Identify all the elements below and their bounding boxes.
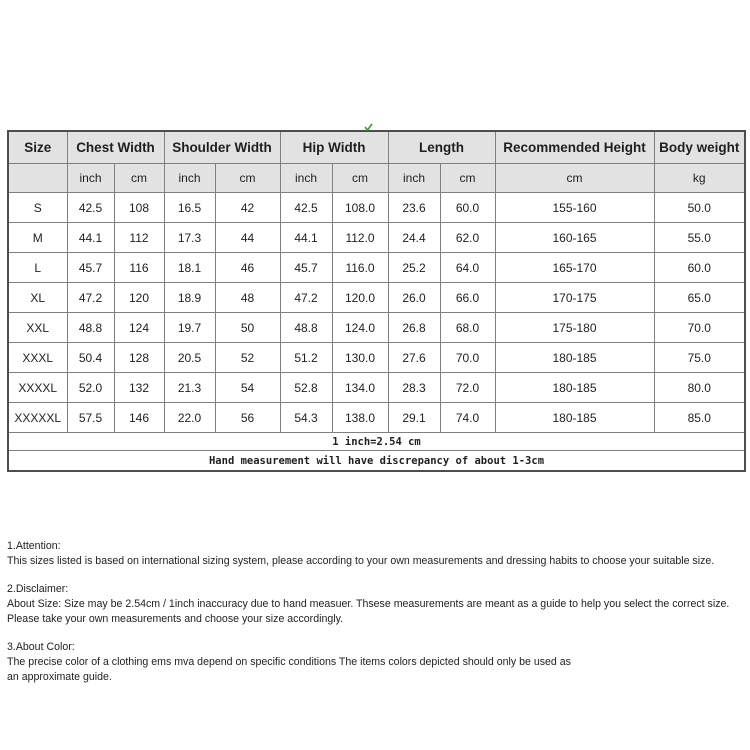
- value-cell: 85.0: [654, 403, 745, 433]
- unit-header-chest-inch: inch: [67, 164, 114, 193]
- value-cell: 66.0: [440, 283, 495, 313]
- unit-header-hip-inch: inch: [280, 164, 332, 193]
- table-row: [8, 343, 745, 373]
- value-cell: 68.0: [440, 313, 495, 343]
- size-label-cell: XXXL: [8, 343, 67, 373]
- table-row: [8, 373, 745, 403]
- unit-header-weight-kg: kg: [654, 164, 745, 193]
- size-rows: [8, 193, 745, 433]
- green-tick-artifact-icon: [364, 123, 373, 131]
- column-header-length: Length: [388, 131, 495, 164]
- value-cell: 155-160: [495, 193, 654, 223]
- size-label-cell: XXXXL: [8, 373, 67, 403]
- value-cell: 17.3: [164, 223, 215, 253]
- value-cell: 64.0: [440, 253, 495, 283]
- value-cell: 51.2: [280, 343, 332, 373]
- size-label-cell: M: [8, 223, 67, 253]
- unit-header-shoulder-inch: inch: [164, 164, 215, 193]
- table-row: [8, 403, 745, 433]
- size-label-cell: XL: [8, 283, 67, 313]
- column-header-body-weight: Body weight: [654, 131, 745, 164]
- value-cell: 42.5: [280, 193, 332, 223]
- value-cell: 44.1: [67, 223, 114, 253]
- table-row: [8, 223, 745, 253]
- value-cell: 165-170: [495, 253, 654, 283]
- column-header-shoulder-width: Shoulder Width: [164, 131, 280, 164]
- value-cell: 44.1: [280, 223, 332, 253]
- value-cell: 80.0: [654, 373, 745, 403]
- about-color-body-line-1: The precise color of a clothing ems mva depend on specific conditions The items colors depicted should only be used as: [7, 656, 571, 668]
- value-cell: 48.8: [67, 313, 114, 343]
- unit-header-empty: [8, 164, 67, 193]
- value-cell: 42.5: [67, 193, 114, 223]
- header-row-units: [8, 164, 745, 193]
- attention-title: 1.Attention:: [7, 540, 61, 552]
- value-cell: 18.9: [164, 283, 215, 313]
- value-cell: 112.0: [332, 223, 388, 253]
- value-cell: 29.1: [388, 403, 440, 433]
- value-cell: 46: [215, 253, 280, 283]
- column-header-chest-width: Chest Width: [67, 131, 164, 164]
- value-cell: 170-175: [495, 283, 654, 313]
- value-cell: 112: [114, 223, 164, 253]
- value-cell: 50.0: [654, 193, 745, 223]
- footnotes: [7, 539, 749, 698]
- value-cell: 180-185: [495, 403, 654, 433]
- unit-header-length-cm: cm: [440, 164, 495, 193]
- value-cell: 124: [114, 313, 164, 343]
- value-cell: 56: [215, 403, 280, 433]
- value-cell: 146: [114, 403, 164, 433]
- value-cell: 47.2: [67, 283, 114, 313]
- value-cell: 160-165: [495, 223, 654, 253]
- value-cell: 116: [114, 253, 164, 283]
- size-label-cell: XXL: [8, 313, 67, 343]
- value-cell: 25.2: [388, 253, 440, 283]
- value-cell: 175-180: [495, 313, 654, 343]
- value-cell: 44: [215, 223, 280, 253]
- value-cell: 72.0: [440, 373, 495, 403]
- value-cell: 52.8: [280, 373, 332, 403]
- value-cell: 45.7: [280, 253, 332, 283]
- value-cell: 45.7: [67, 253, 114, 283]
- about-color-title: 3.About Color:: [7, 641, 75, 653]
- value-cell: 108.0: [332, 193, 388, 223]
- value-cell: 18.1: [164, 253, 215, 283]
- value-cell: 26.8: [388, 313, 440, 343]
- value-cell: 138.0: [332, 403, 388, 433]
- value-cell: 65.0: [654, 283, 745, 313]
- value-cell: 52.0: [67, 373, 114, 403]
- value-cell: 54.3: [280, 403, 332, 433]
- table-row: [8, 193, 745, 223]
- about-color-body-line-2: an approximate guide.: [7, 671, 112, 683]
- disclaimer-title: 2.Disclaimer:: [7, 583, 69, 595]
- value-cell: 55.0: [654, 223, 745, 253]
- value-cell: 128: [114, 343, 164, 373]
- value-cell: 70.0: [440, 343, 495, 373]
- size-label-cell: L: [8, 253, 67, 283]
- attention-section: [7, 539, 749, 569]
- value-cell: 120: [114, 283, 164, 313]
- value-cell: 134.0: [332, 373, 388, 403]
- value-cell: 180-185: [495, 343, 654, 373]
- note-row-measurement-discrepancy: [8, 451, 745, 472]
- inch-conversion-note: 1 inch=2.54 cm: [8, 433, 745, 451]
- value-cell: 23.6: [388, 193, 440, 223]
- value-cell: 108: [114, 193, 164, 223]
- value-cell: 26.0: [388, 283, 440, 313]
- value-cell: 50.4: [67, 343, 114, 373]
- unit-header-shoulder-cm: cm: [215, 164, 280, 193]
- table-row: [8, 313, 745, 343]
- value-cell: 19.7: [164, 313, 215, 343]
- value-cell: 70.0: [654, 313, 745, 343]
- value-cell: 130.0: [332, 343, 388, 373]
- size-label-cell: XXXXXL: [8, 403, 67, 433]
- about-color-section: [7, 640, 749, 685]
- value-cell: 116.0: [332, 253, 388, 283]
- value-cell: 124.0: [332, 313, 388, 343]
- value-cell: 47.2: [280, 283, 332, 313]
- value-cell: 74.0: [440, 403, 495, 433]
- value-cell: 24.4: [388, 223, 440, 253]
- value-cell: 27.6: [388, 343, 440, 373]
- value-cell: 60.0: [440, 193, 495, 223]
- table-row: [8, 283, 745, 313]
- unit-header-hip-cm: cm: [332, 164, 388, 193]
- column-header-recommended-height: Recommended Height: [495, 131, 654, 164]
- value-cell: 48: [215, 283, 280, 313]
- value-cell: 75.0: [654, 343, 745, 373]
- table-row: [8, 253, 745, 283]
- value-cell: 22.0: [164, 403, 215, 433]
- disclaimer-body-line-2: Please take your own measurements and choose your size accordingly.: [7, 613, 344, 625]
- unit-header-chest-cm: cm: [114, 164, 164, 193]
- value-cell: 132: [114, 373, 164, 403]
- value-cell: 16.5: [164, 193, 215, 223]
- header-row-main: [8, 131, 745, 164]
- value-cell: 60.0: [654, 253, 745, 283]
- disclaimer-section: [7, 582, 749, 627]
- size-chart-table-container: [7, 130, 746, 472]
- value-cell: 180-185: [495, 373, 654, 403]
- disclaimer-body-line-1: About Size: Size may be 2.54cm / 1inch inaccuracy due to hand measuer. Thsese measurements are meant as a guide to help you select the correct size.: [7, 598, 730, 610]
- value-cell: 57.5: [67, 403, 114, 433]
- value-cell: 62.0: [440, 223, 495, 253]
- unit-header-height-cm: cm: [495, 164, 654, 193]
- value-cell: 28.3: [388, 373, 440, 403]
- attention-body-line: This sizes listed is based on international sizing system, please according to your own measurements and dressing habits to choose your suitable size.: [7, 555, 715, 567]
- value-cell: 21.3: [164, 373, 215, 403]
- measurement-discrepancy-note: Hand measurement will have discrepancy of about 1-3cm: [8, 451, 745, 472]
- value-cell: 50: [215, 313, 280, 343]
- unit-header-length-inch: inch: [388, 164, 440, 193]
- value-cell: 120.0: [332, 283, 388, 313]
- size-label-cell: S: [8, 193, 67, 223]
- column-header-size: Size: [8, 131, 67, 164]
- column-header-hip-width: Hip Width: [280, 131, 388, 164]
- value-cell: 42: [215, 193, 280, 223]
- value-cell: 48.8: [280, 313, 332, 343]
- note-row-inch-conversion: [8, 433, 745, 451]
- size-chart-table: [7, 130, 746, 472]
- value-cell: 20.5: [164, 343, 215, 373]
- value-cell: 52: [215, 343, 280, 373]
- value-cell: 54: [215, 373, 280, 403]
